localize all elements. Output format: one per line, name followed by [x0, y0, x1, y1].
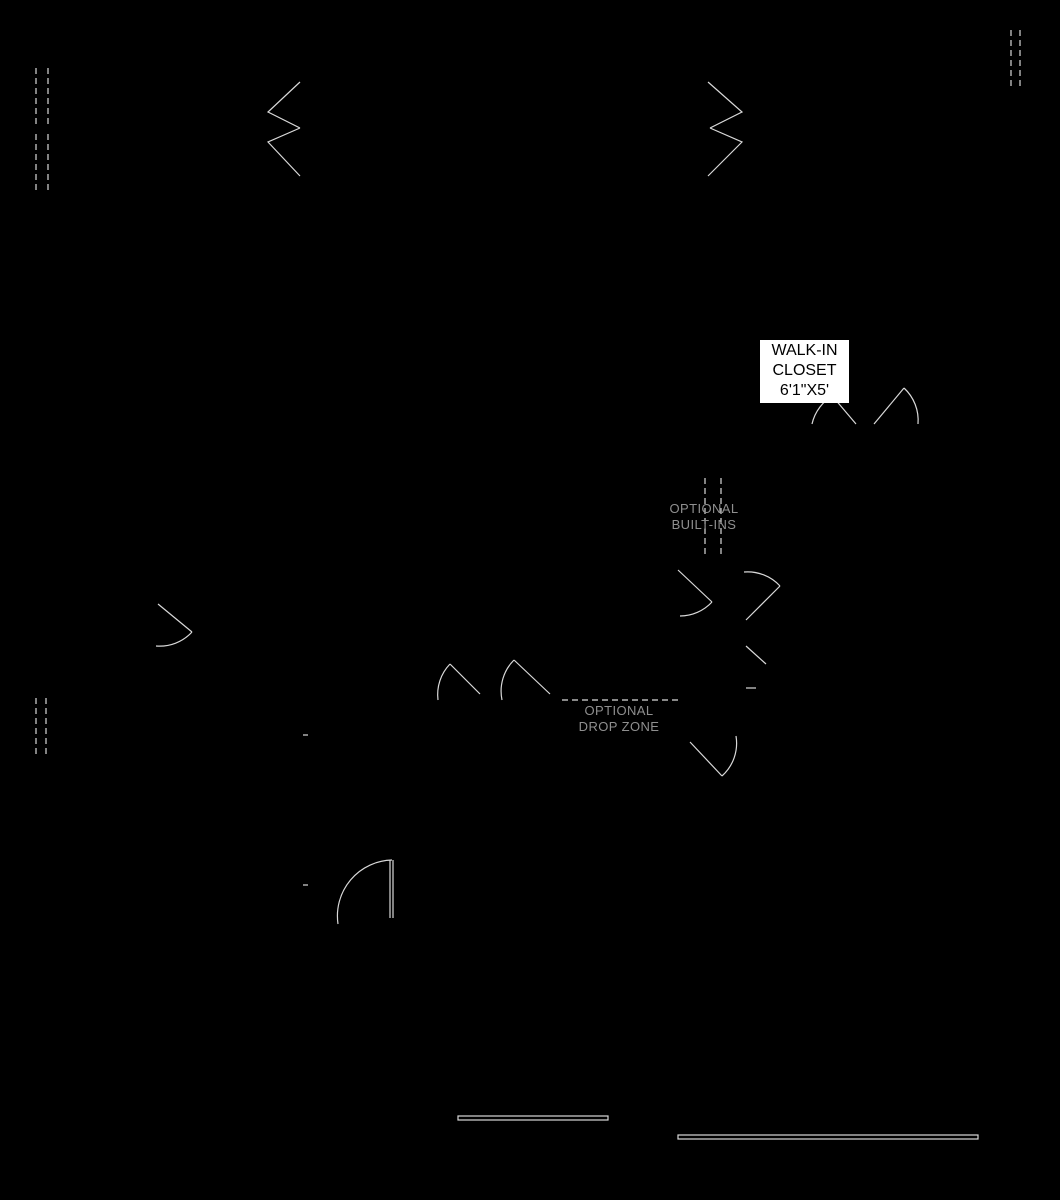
optional-built-ins-note: [660, 501, 748, 533]
optional-drop-zone-line1: OPTIONAL: [584, 703, 654, 718]
walk-in-closet-label-line2: CLOSET: [772, 362, 837, 379]
optional-drop-zone-line2: DROP ZONE: [578, 719, 660, 734]
walk-in-closet-label: [760, 340, 849, 403]
optional-drop-zone-note: [566, 703, 672, 735]
walk-in-closet-dimensions: 6'1"X5': [779, 382, 830, 399]
walk-in-closet-label-line1: WALK-IN: [771, 342, 838, 359]
optional-built-ins-line2: BUILT-INS: [671, 517, 737, 532]
optional-built-ins-line1: OPTIONAL: [669, 501, 739, 516]
